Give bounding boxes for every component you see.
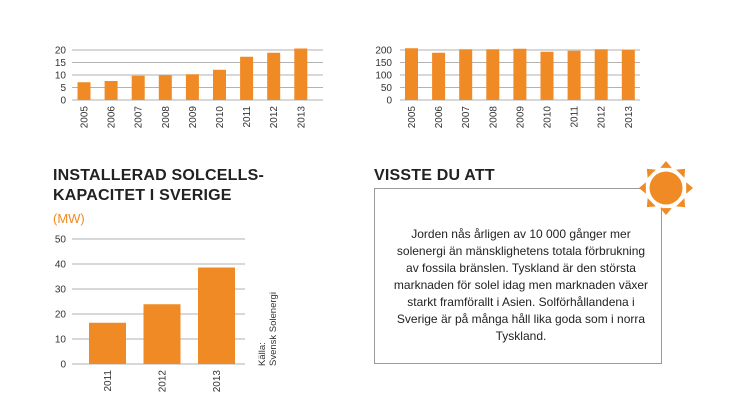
chart3-x-tick-label: 2011 [103, 370, 114, 392]
chart3-y-tick-label: 50 [54, 234, 66, 246]
chart3-y-tick-label: 20 [54, 309, 66, 321]
chart1-bar-2012 [267, 53, 280, 100]
chart1-x-tick-label: 2008 [160, 106, 172, 129]
sun-icon [638, 160, 694, 216]
chart2-bar-2007 [459, 49, 472, 100]
chart3-bar-2011 [89, 323, 126, 364]
chart1-bar-2005 [78, 82, 91, 100]
capacity-unit-label: (MW) [53, 211, 85, 226]
chart2-x-tick-label: 2012 [596, 106, 608, 129]
chart1-bar-2008 [159, 75, 172, 100]
chart3-y-tick-label: 40 [54, 259, 66, 271]
chart2-y-tick-label: 200 [375, 45, 392, 57]
chart1-bar-2011 [240, 57, 253, 100]
chart1-x-tick-label: 2010 [215, 106, 226, 129]
chart2-bar-2011 [568, 51, 581, 100]
sun-ray [660, 208, 672, 215]
chart2-x-tick-label: 2013 [623, 106, 635, 129]
chart3-bar-2013 [198, 268, 235, 365]
sun-ray [686, 182, 693, 194]
chart1-bar-2009 [186, 74, 199, 100]
chart2-x-tick-label: 2011 [569, 106, 581, 128]
chart2-x-tick-label: 2009 [515, 106, 527, 129]
chart1-bar-2010 [213, 70, 226, 100]
chart1-y-tick-label: 0 [60, 95, 66, 107]
source-note-line2: Svensk Solenergi [268, 292, 279, 366]
capacity-chart-title-line1: INSTALLERAD SOLCELLS- [53, 167, 265, 184]
chart3-x-tick-label: 2013 [212, 370, 223, 393]
sun-ray [639, 182, 646, 194]
chart1-y-tick-label: 10 [54, 70, 66, 82]
capacity-chart-title [53, 166, 264, 206]
chart2-bar-2008 [486, 49, 499, 100]
chart1-bar-2007 [132, 76, 145, 100]
chart1-x-tick-label: 2006 [106, 106, 118, 129]
chart2-bar-2012 [595, 49, 608, 100]
chart3-y-tick-label: 0 [60, 359, 66, 371]
chart2-y-tick-label: 100 [375, 70, 392, 82]
chart1-x-tick-label: 2007 [133, 106, 145, 129]
chart1-bar-2013 [294, 49, 307, 101]
chart2-x-tick-label: 2010 [542, 106, 554, 129]
chart3-bar-2012 [144, 304, 181, 364]
chart2-bar-2013 [622, 50, 635, 100]
chart2-y-tick-label: 50 [380, 83, 392, 94]
sun-ray [660, 161, 672, 168]
chart2-x-tick-label: 2006 [434, 106, 446, 129]
capacity-chart-title-line2: KAPACITET I SVERIGE [53, 187, 232, 204]
chart1-x-tick-label: 2012 [269, 106, 281, 129]
chart2-bar-2010 [541, 52, 554, 100]
chart1-bar-2006 [105, 81, 118, 100]
chart1-y-tick-label: 15 [54, 58, 66, 69]
chart2-y-tick-label: 0 [386, 95, 392, 107]
chart1-y-tick-label: 20 [54, 45, 66, 57]
source-note [257, 270, 279, 366]
chart2-bar-2006 [432, 53, 445, 100]
chart2-bar-2009 [513, 49, 526, 100]
chart1-x-tick-label: 2013 [296, 106, 308, 129]
chart2-x-tick-label: 2008 [488, 106, 500, 129]
chart3-x-tick-label: 2012 [157, 370, 169, 393]
chart1-x-tick-label: 2005 [79, 106, 91, 129]
chart1-x-tick-label: 2009 [187, 106, 199, 129]
chart2-x-tick-label: 2005 [407, 106, 418, 129]
chart1-y-tick-label: 5 [60, 83, 66, 94]
info-text: Jorden nås årligen av 10 000 gånger mer solenergi än mänsklighetens totala förbrukning av fossila bränslen. Tyskland är den största marknaden för solel idag men marknaden växer starkt framförallt i Asien. Solförhållandena i Sverige är på många håll lika goda som i norra Tyskland. [393, 227, 649, 343]
chart3-y-tick-label: 10 [54, 334, 66, 346]
info-heading: VISSTE DU ATT [374, 167, 495, 184]
chart2-x-tick-label: 2007 [461, 106, 473, 129]
chart2-bar-2005 [405, 48, 418, 100]
chart1-x-tick-label: 2011 [242, 106, 254, 128]
source-note-line1: Källa: [257, 342, 268, 366]
chart3-y-tick-label: 30 [54, 284, 66, 296]
chart2-y-tick-label: 150 [375, 58, 392, 69]
